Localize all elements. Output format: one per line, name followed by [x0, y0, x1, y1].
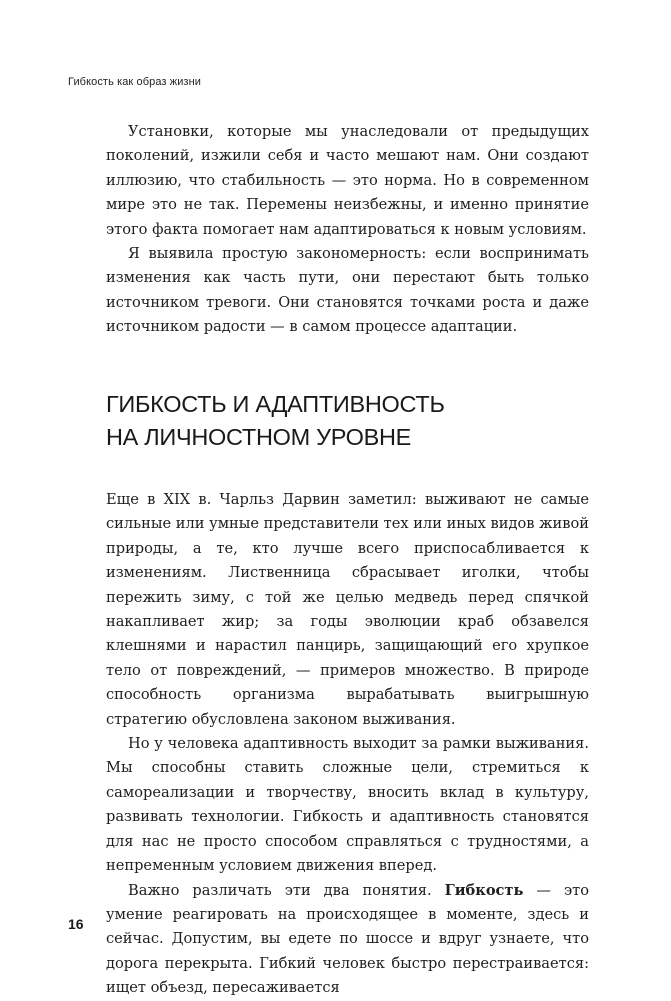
running-head: Гибкость как образ жизни [68, 76, 201, 88]
body-paragraph-2: Но у человека адаптивность выходит за рамки выживания. Мы способны ставить сложные цели, стремиться к самореализации и творчеству, вносить вклад в культуру, развивать технологии. Гибкость и адаптивность становятся для нас не просто способом справляться с трудностями, а непременным условием движения вперед. [106, 735, 589, 875]
body-paragraph-3 [106, 879, 589, 1001]
intro-paragraph-2: Я выявила простую закономерность: если воспринимать изменения как часть пути, они перестают быть только источником тревоги. Они становятся точками роста и даже источником радости — в самом процессе адаптации. [106, 245, 589, 336]
section-heading [106, 388, 589, 454]
body-paragraph-3-rest: — это умение реагировать на происходящее в моменте, здесь и сейчас. Допустим, вы едете по шоссе и вдруг узнаете, что дорога перекрыта. Гибкий человек быстро перестраивается: ищет объезд, пересаживается [106, 881, 589, 997]
page-number: 16 [68, 916, 84, 932]
body-paragraph-1: Еще в XIX в. Чарльз Дарвин заметил: выживают не самые сильные или умные представители тех или иных видов живой природы, а те, кто лучше всего приспосабливается к изменениям. Лиственница сбрасывает иголки, чтобы пережить зиму, с той же целью медведь перед спячкой накапливает жир; за годы эволюции краб обзавелся клешнями и нарастил панцирь, защищающий его хрупкое тело от повреждений, — примеров множество. В природе способность организма вырабатывать выигрышную стратегию обусловлена законом выживания. [106, 491, 589, 728]
section-body [106, 488, 589, 1001]
body-paragraph-3-start: Важно различать эти два понятия. [128, 881, 445, 899]
term-flexibility: Гибкость [444, 881, 524, 899]
section-heading-line-1: ГИБКОСТЬ И АДАПТИВНОСТЬ [106, 391, 445, 417]
intro-text [106, 120, 589, 340]
intro-paragraph-1: Установки, которые мы унаследовали от предыдущих поколений, изжили себя и часто мешают нам. Они создают иллюзию, что стабильность — это норма. Но в современном мире это не так. Перемены неизбежны, и именно принятие этого факта помогает нам адаптироваться к новым условиям. [106, 123, 589, 238]
section-heading-line-2: НА ЛИЧНОСТНОМ УРОВНЕ [106, 424, 411, 450]
